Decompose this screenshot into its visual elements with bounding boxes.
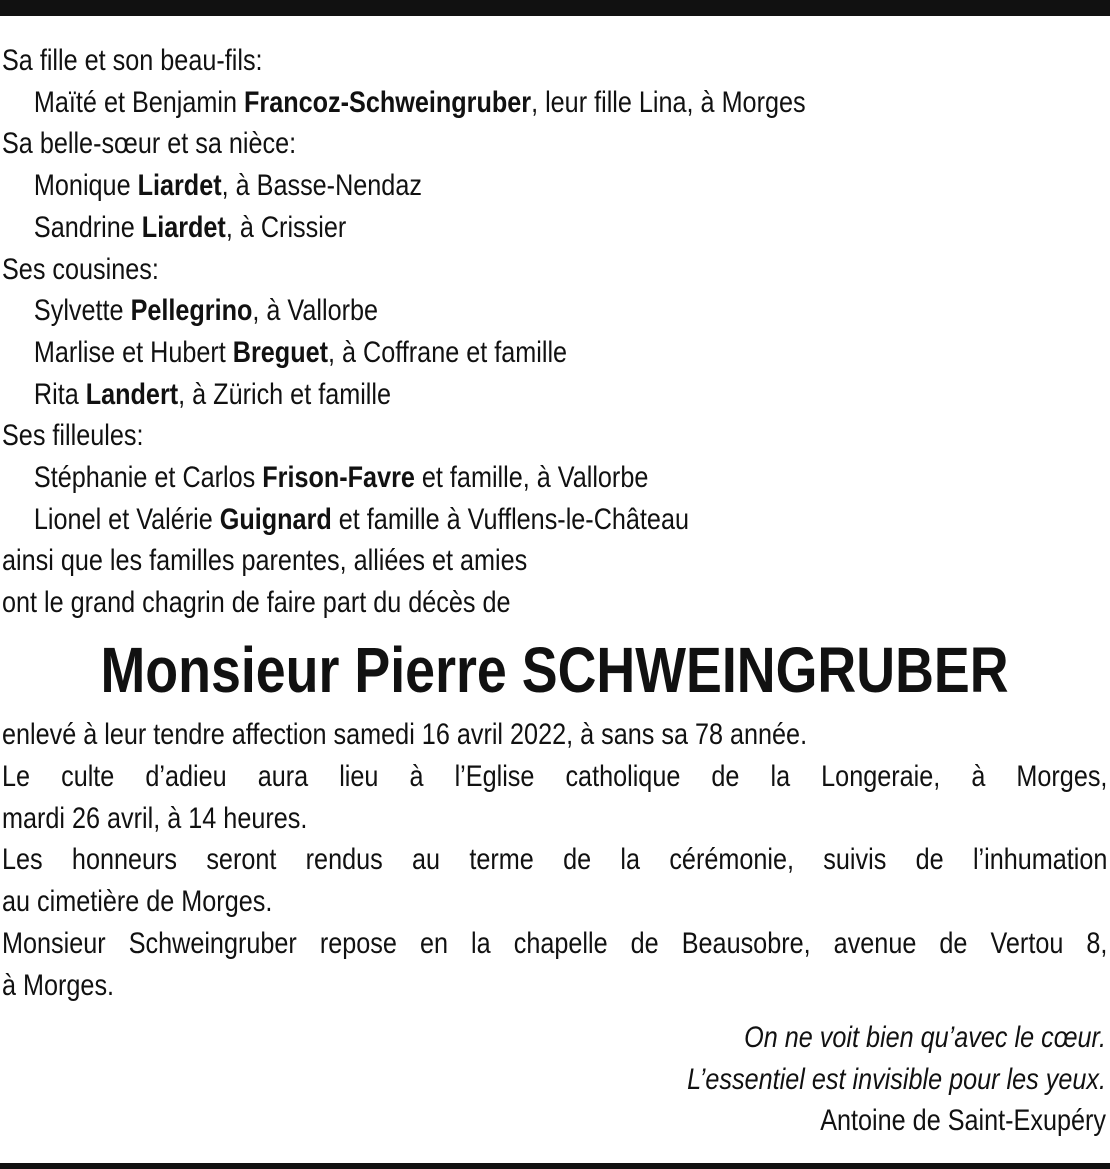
- bottom-rule: [0, 1163, 1110, 1169]
- goddaughter-entry: Lionel et Valérie Guignard et famille à Vufflens-le-Château: [33, 502, 689, 536]
- closing-line: ont le grand chagrin de faire part du décès de: [2, 586, 511, 620]
- surname: Francoz-Schweingruber: [244, 85, 532, 119]
- service-line: mardi 26 avril, à 14 heures.: [2, 801, 308, 835]
- surname: Liardet: [141, 210, 226, 244]
- details: [2, 714, 1107, 1007]
- cousins-heading: Ses cousines:: [2, 252, 159, 286]
- quote-line: On ne voit bien qu’avec le cœur.: [744, 1021, 1106, 1054]
- goddaughters-heading: Ses filleules:: [2, 419, 144, 453]
- sister-entry: Monique Liardet, à Basse-Nendaz: [33, 169, 422, 203]
- epitaph-quote: [1, 1017, 1106, 1142]
- closing-line: ainsi que les familles parentes, alliées et amies: [2, 544, 528, 578]
- cousin-entry: Sylvette Pellegrino, à Vallorbe: [33, 294, 379, 328]
- surname: Liardet: [137, 169, 222, 203]
- sister-heading: Sa belle-sœur et sa nièce:: [2, 127, 297, 161]
- quote-line: L’essentiel est invisible pour les yeux.: [687, 1062, 1106, 1096]
- surname: Guignard: [219, 502, 332, 536]
- quote-author: Antoine de Saint-Exupéry: [820, 1104, 1106, 1137]
- daughter-heading: Sa fille et son beau-fils:: [2, 44, 263, 77]
- cousin-entry: Rita Landert, à Zürich et famille: [33, 377, 392, 411]
- honours-line: au cimetière de Morges.: [2, 885, 273, 919]
- surname: Landert: [85, 377, 179, 411]
- surname: Pellegrino: [130, 294, 253, 328]
- sister-entry: Sandrine Liardet, à Crissier: [33, 210, 347, 244]
- daughter-entry: Maïté et Benjamin Francoz-Schweingruber, leur fille Lina, à Morges: [33, 85, 806, 119]
- service-line: Le culte d’adieu aura lieu à l’Eglise catholique de la Longeraie, à Morges,: [2, 759, 1108, 793]
- honours-line: Les honneurs seront rendus au terme de la cérémonie, suivis de l’inhumation: [2, 843, 1108, 877]
- surname: Frison-Favre: [262, 461, 415, 495]
- passed-line: enlevé à leur tendre affection samedi 16 avril 2022, à sans sa 78 année.: [2, 718, 808, 751]
- family-list: [2, 40, 931, 624]
- deceased-name: Monsieur Pierre SCHWEINGRUBER: [100, 634, 1010, 706]
- goddaughter-entry: Stéphanie et Carlos Frison-Favre et famille, à Vallorbe: [33, 461, 649, 495]
- rest-place-line: Monsieur Schweingruber repose en la chapelle de Beausobre, avenue de Vertou 8,: [2, 926, 1108, 960]
- surname: Breguet: [232, 335, 329, 369]
- cousin-entry: Marlise et Hubert Breguet, à Coffrane et famille: [33, 335, 568, 369]
- top-rule: [0, 0, 1110, 16]
- rest-place-line: à Morges.: [2, 968, 115, 1002]
